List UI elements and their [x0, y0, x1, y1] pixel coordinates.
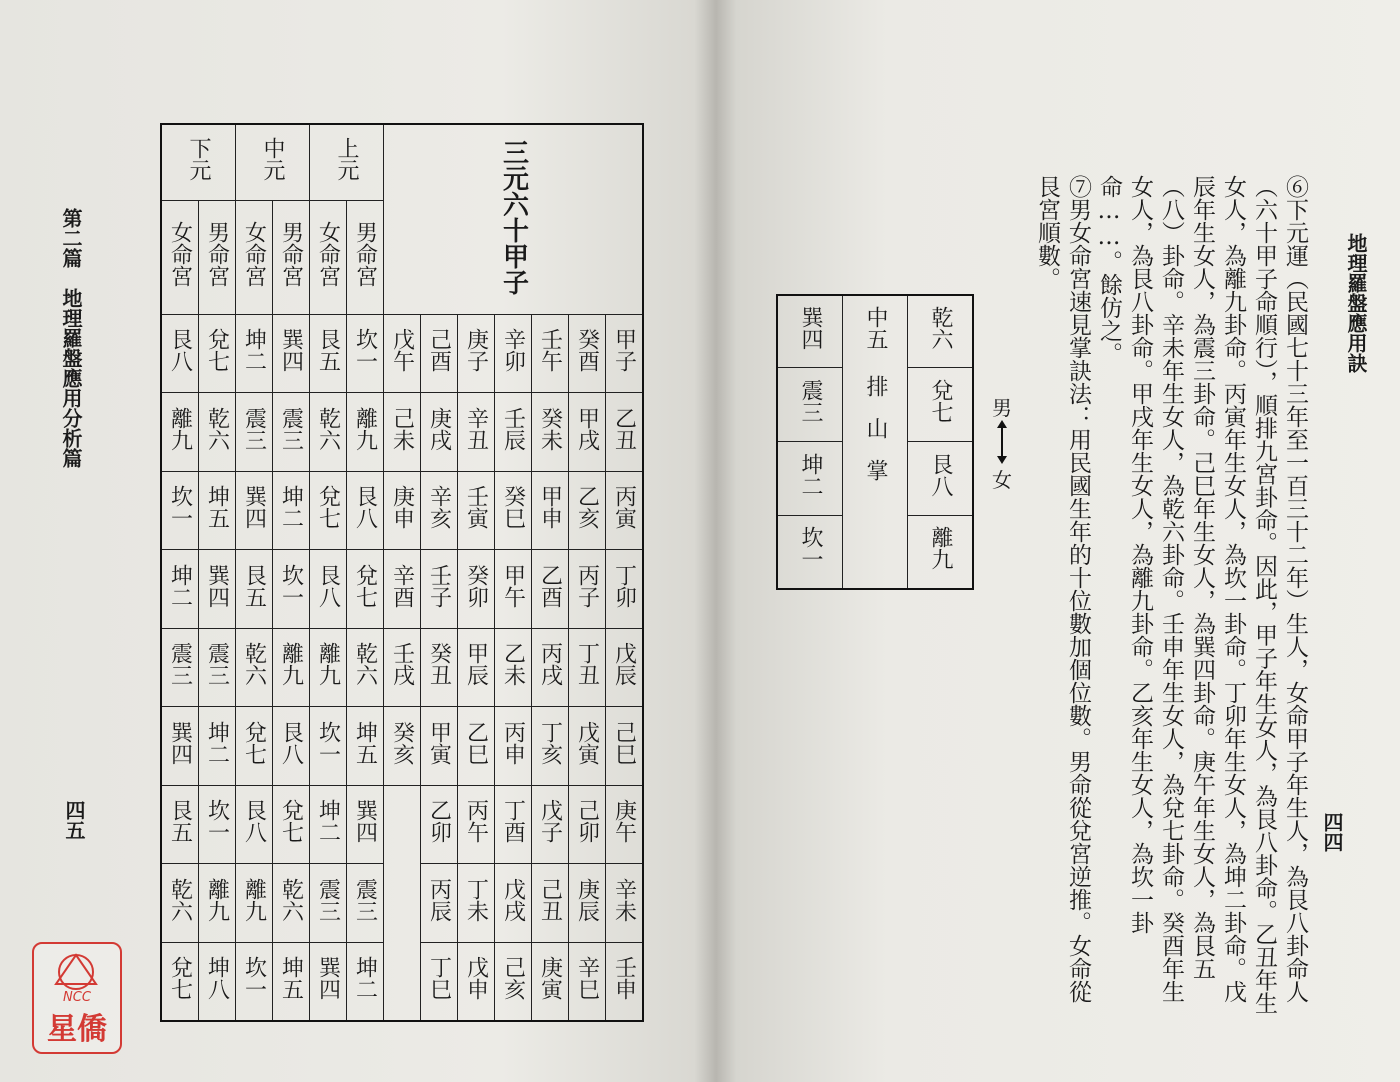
- gua-cell: 兌七: [310, 471, 347, 550]
- jiazi-cell: 甲子: [606, 314, 644, 393]
- jiazi-cell: 丙申: [495, 707, 532, 786]
- gua-cell: 坤五: [273, 942, 310, 1021]
- table-row: [161, 628, 643, 707]
- gender-header: 男命宮: [273, 200, 310, 314]
- jiazi-cell: 丁酉: [495, 785, 532, 864]
- jiazi-cell: 丙子: [569, 550, 606, 629]
- gua-cell: 艮八: [347, 471, 384, 550]
- jiazi-cell: 辛巳: [569, 942, 606, 1021]
- gua-cell: 坤八: [199, 942, 236, 1021]
- gua-cell: 巽四: [199, 550, 236, 629]
- body-text: [1028, 175, 1310, 1015]
- jiazi-cell: 甲午: [495, 550, 532, 629]
- gua-cell: 坤二: [347, 942, 384, 1021]
- era-header-zhong: 中元: [236, 124, 310, 200]
- jiazi-cell: [384, 785, 421, 864]
- jiazi-cell: 乙酉: [532, 550, 569, 629]
- gua-cell: 離九: [161, 393, 199, 472]
- palm-cell-center: 中五: [843, 295, 908, 367]
- gua-cell: 坤二: [161, 550, 199, 629]
- gua-cell: 兌七: [273, 785, 310, 864]
- jiazi-cell: 辛卯: [495, 314, 532, 393]
- gua-cell: 坤五: [347, 707, 384, 786]
- jiazi-cell: 庚午: [606, 785, 644, 864]
- jiazi-cell: 乙卯: [421, 785, 458, 864]
- jiazi-cell: 甲戌: [569, 393, 606, 472]
- table-row: [161, 864, 643, 943]
- gua-cell: 坤二: [310, 785, 347, 864]
- seal-name: 星僑: [47, 1012, 107, 1047]
- gua-cell: 艮八: [161, 314, 199, 393]
- jiazi-cell: 乙未: [495, 628, 532, 707]
- table-row: [161, 785, 643, 864]
- palm-cell: 兌七: [908, 367, 974, 441]
- jiazi-cell: 己未: [384, 393, 421, 472]
- gua-cell: 坤五: [199, 471, 236, 550]
- gua-cell: 艮八: [310, 550, 347, 629]
- left-page-running-title: 第二篇 地理羅盤應用分析篇: [59, 208, 83, 468]
- jiazi-cell: 癸卯: [458, 550, 495, 629]
- jiazi-cell: 壬申: [606, 942, 644, 1021]
- era-header-xia: 下元: [161, 124, 236, 200]
- gender-label-female: 女: [992, 468, 1012, 492]
- gua-cell: 巽四: [347, 785, 384, 864]
- table-row: [161, 550, 643, 629]
- gua-cell: 震三: [236, 393, 273, 472]
- jiazi-cell: 戊午: [384, 314, 421, 393]
- jiazi-cell: 庚申: [384, 471, 421, 550]
- gua-cell: 坎一: [347, 314, 384, 393]
- gua-cell: 離九: [199, 864, 236, 943]
- jiazi-cell: 己亥: [495, 942, 532, 1021]
- jiazi-cell: 乙亥: [569, 471, 606, 550]
- gua-cell: 坤二: [199, 707, 236, 786]
- gua-cell: 坎一: [273, 550, 310, 629]
- jiazi-cell: 丙寅: [606, 471, 644, 550]
- gua-cell: 乾六: [273, 864, 310, 943]
- jiazi-cell: 庚辰: [569, 864, 606, 943]
- palm-cell: 坤二: [777, 441, 843, 515]
- gua-cell: 艮八: [273, 707, 310, 786]
- gua-cell: 坎一: [236, 942, 273, 1021]
- gender-header: 女命宮: [310, 200, 347, 314]
- jiazi-cell: 丙戌: [532, 628, 569, 707]
- gua-cell: 艮八: [236, 785, 273, 864]
- palm-cell-title: 排山掌: [843, 367, 908, 589]
- gua-cell: 兌七: [199, 314, 236, 393]
- gender-header: 女命宮: [161, 200, 199, 314]
- table-row: [161, 471, 643, 550]
- jiazi-cell: 癸巳: [495, 471, 532, 550]
- jiazi-cell: 戊戌: [495, 864, 532, 943]
- jiazi-cell: 壬寅: [458, 471, 495, 550]
- table-row: [161, 942, 643, 1021]
- jiazi-cell: 庚戌: [421, 393, 458, 472]
- gua-cell: 乾六: [236, 628, 273, 707]
- jiazi-cell: 戊申: [458, 942, 495, 1021]
- right-page-number: 四四: [1320, 812, 1344, 852]
- gender-label-male: 男: [992, 396, 1012, 420]
- jiazi-cell: 乙丑: [606, 393, 644, 472]
- jiazi-cell: 丁卯: [606, 550, 644, 629]
- table-row: [161, 314, 643, 393]
- gua-cell: 兌七: [161, 942, 199, 1021]
- gua-cell: 巽四: [236, 471, 273, 550]
- jiazi-cell: 癸未: [532, 393, 569, 472]
- right-page-running-title: 地理羅盤應用訣: [1344, 233, 1368, 373]
- gua-cell: 巽四: [310, 942, 347, 1021]
- seal-abbr: NCC: [63, 990, 91, 1005]
- palm-cell: 坎一: [777, 515, 843, 589]
- jiazi-cell: 壬戌: [384, 628, 421, 707]
- gua-cell: 震三: [310, 864, 347, 943]
- gua-cell: 震三: [347, 864, 384, 943]
- jiazi-cell: 辛亥: [421, 471, 458, 550]
- gua-cell: 兌七: [236, 707, 273, 786]
- gua-cell: 艮五: [236, 550, 273, 629]
- gua-cell: 艮五: [161, 785, 199, 864]
- gua-cell: 坤二: [273, 471, 310, 550]
- jiazi-cell: 癸丑: [421, 628, 458, 707]
- gua-cell: 兌七: [347, 550, 384, 629]
- jiazi-cell: 己巳: [606, 707, 644, 786]
- table-title: 三元六十甲子: [384, 124, 644, 314]
- gender-header: 男命宮: [347, 200, 384, 314]
- jiazi-cell: 甲寅: [421, 707, 458, 786]
- palm-cell: 艮八: [908, 441, 974, 515]
- paragraph-7: ⑦男女命宮速見掌訣法：用民國生年的十位數加個位數。男命從兌宮逆推。女命從艮宮順數。: [1034, 175, 1091, 1003]
- jiazi-cell: 丁丑: [569, 628, 606, 707]
- jiazi-cell: 丁未: [458, 864, 495, 943]
- palm-grid-diagram: [776, 294, 974, 590]
- jiazi-cell: 辛酉: [384, 550, 421, 629]
- left-page-number: 四五: [62, 800, 86, 840]
- era-header-shang: 上元: [310, 124, 384, 200]
- palm-cell: 巽四: [777, 295, 843, 367]
- jiazi-cell: 甲辰: [458, 628, 495, 707]
- jiazi-cell: 壬子: [421, 550, 458, 629]
- gua-cell: 坎一: [199, 785, 236, 864]
- jiazi-cell: 丙午: [458, 785, 495, 864]
- jiazi-cell: 甲申: [532, 471, 569, 550]
- gua-cell: 巽四: [161, 707, 199, 786]
- jiazi-cell: 壬辰: [495, 393, 532, 472]
- gua-cell: 震三: [273, 393, 310, 472]
- gua-cell: 巽四: [273, 314, 310, 393]
- paragraph-6: ⑥下元運（民國七十三年至一百三十二年）生人，女命甲子年生人，為艮八卦命人（六十甲子命順行），順排九宮卦命。因此，甲子年生女人，為艮八卦命。乙丑年生女人，為離九卦命。丙寅年生女人，為坎一卦命。丁卯年生女人，為坤二卦命。戊辰年生女人，為震三卦命。己巳年生女人，為巽四卦命。庚午年生女人，為艮五（八）卦命。辛未年生女人，為乾六卦命。壬申年生女人，為兌七卦命。癸酉年生女人，為艮八卦命。甲戌年生女人，為離九卦命。乙亥年生女人，為坎一卦命……。餘仿之。: [1096, 175, 1308, 1015]
- jiazi-cell: 丁巳: [421, 942, 458, 1021]
- jiazi-cell: 己丑: [532, 864, 569, 943]
- gua-cell: 乾六: [310, 393, 347, 472]
- table-row: [161, 393, 643, 472]
- jiazi-cell: 庚寅: [532, 942, 569, 1021]
- triangle-logo-icon: [48, 950, 104, 992]
- jiazi-cell: 丙辰: [421, 864, 458, 943]
- gua-cell: 坎一: [161, 471, 199, 550]
- gua-cell: 震三: [161, 628, 199, 707]
- gua-cell: 乾六: [161, 864, 199, 943]
- gua-cell: 艮五: [310, 314, 347, 393]
- jiazi-cell: 戊辰: [606, 628, 644, 707]
- jiazi-cell: [384, 864, 421, 943]
- jiazi-cell: 辛未: [606, 864, 644, 943]
- jiazi-cell: 壬午: [532, 314, 569, 393]
- gua-cell: 坎一: [310, 707, 347, 786]
- jiazi-cell: [384, 942, 421, 1021]
- gua-cell: 乾六: [199, 393, 236, 472]
- jiazi-cell: 戊子: [532, 785, 569, 864]
- sanyuan-jiazi-table: [160, 123, 644, 1022]
- table-row: [161, 707, 643, 786]
- gua-cell: 離九: [347, 393, 384, 472]
- jiazi-cell: 己酉: [421, 314, 458, 393]
- jiazi-cell: 庚子: [458, 314, 495, 393]
- jiazi-cell: 辛丑: [458, 393, 495, 472]
- gua-cell: 震三: [199, 628, 236, 707]
- gender-header: 女命宮: [236, 200, 273, 314]
- gua-cell: 離九: [236, 864, 273, 943]
- jiazi-cell: 乙巳: [458, 707, 495, 786]
- jiazi-cell: 癸酉: [569, 314, 606, 393]
- jiazi-cell: 癸亥: [384, 707, 421, 786]
- jiazi-cell: 戊寅: [569, 707, 606, 786]
- jiazi-cell: 丁亥: [532, 707, 569, 786]
- double-arrow-icon: [994, 420, 1010, 464]
- ncc-seal-stamp: [32, 942, 122, 1054]
- palm-cell: 震三: [777, 367, 843, 441]
- gua-cell: 乾六: [347, 628, 384, 707]
- gender-header: 男命宮: [199, 200, 236, 314]
- gua-cell: 坤二: [236, 314, 273, 393]
- gua-cell: 離九: [273, 628, 310, 707]
- gua-cell: 離九: [310, 628, 347, 707]
- palm-cell: 離九: [908, 515, 974, 589]
- palm-cell: 乾六: [908, 295, 974, 367]
- jiazi-cell: 己卯: [569, 785, 606, 864]
